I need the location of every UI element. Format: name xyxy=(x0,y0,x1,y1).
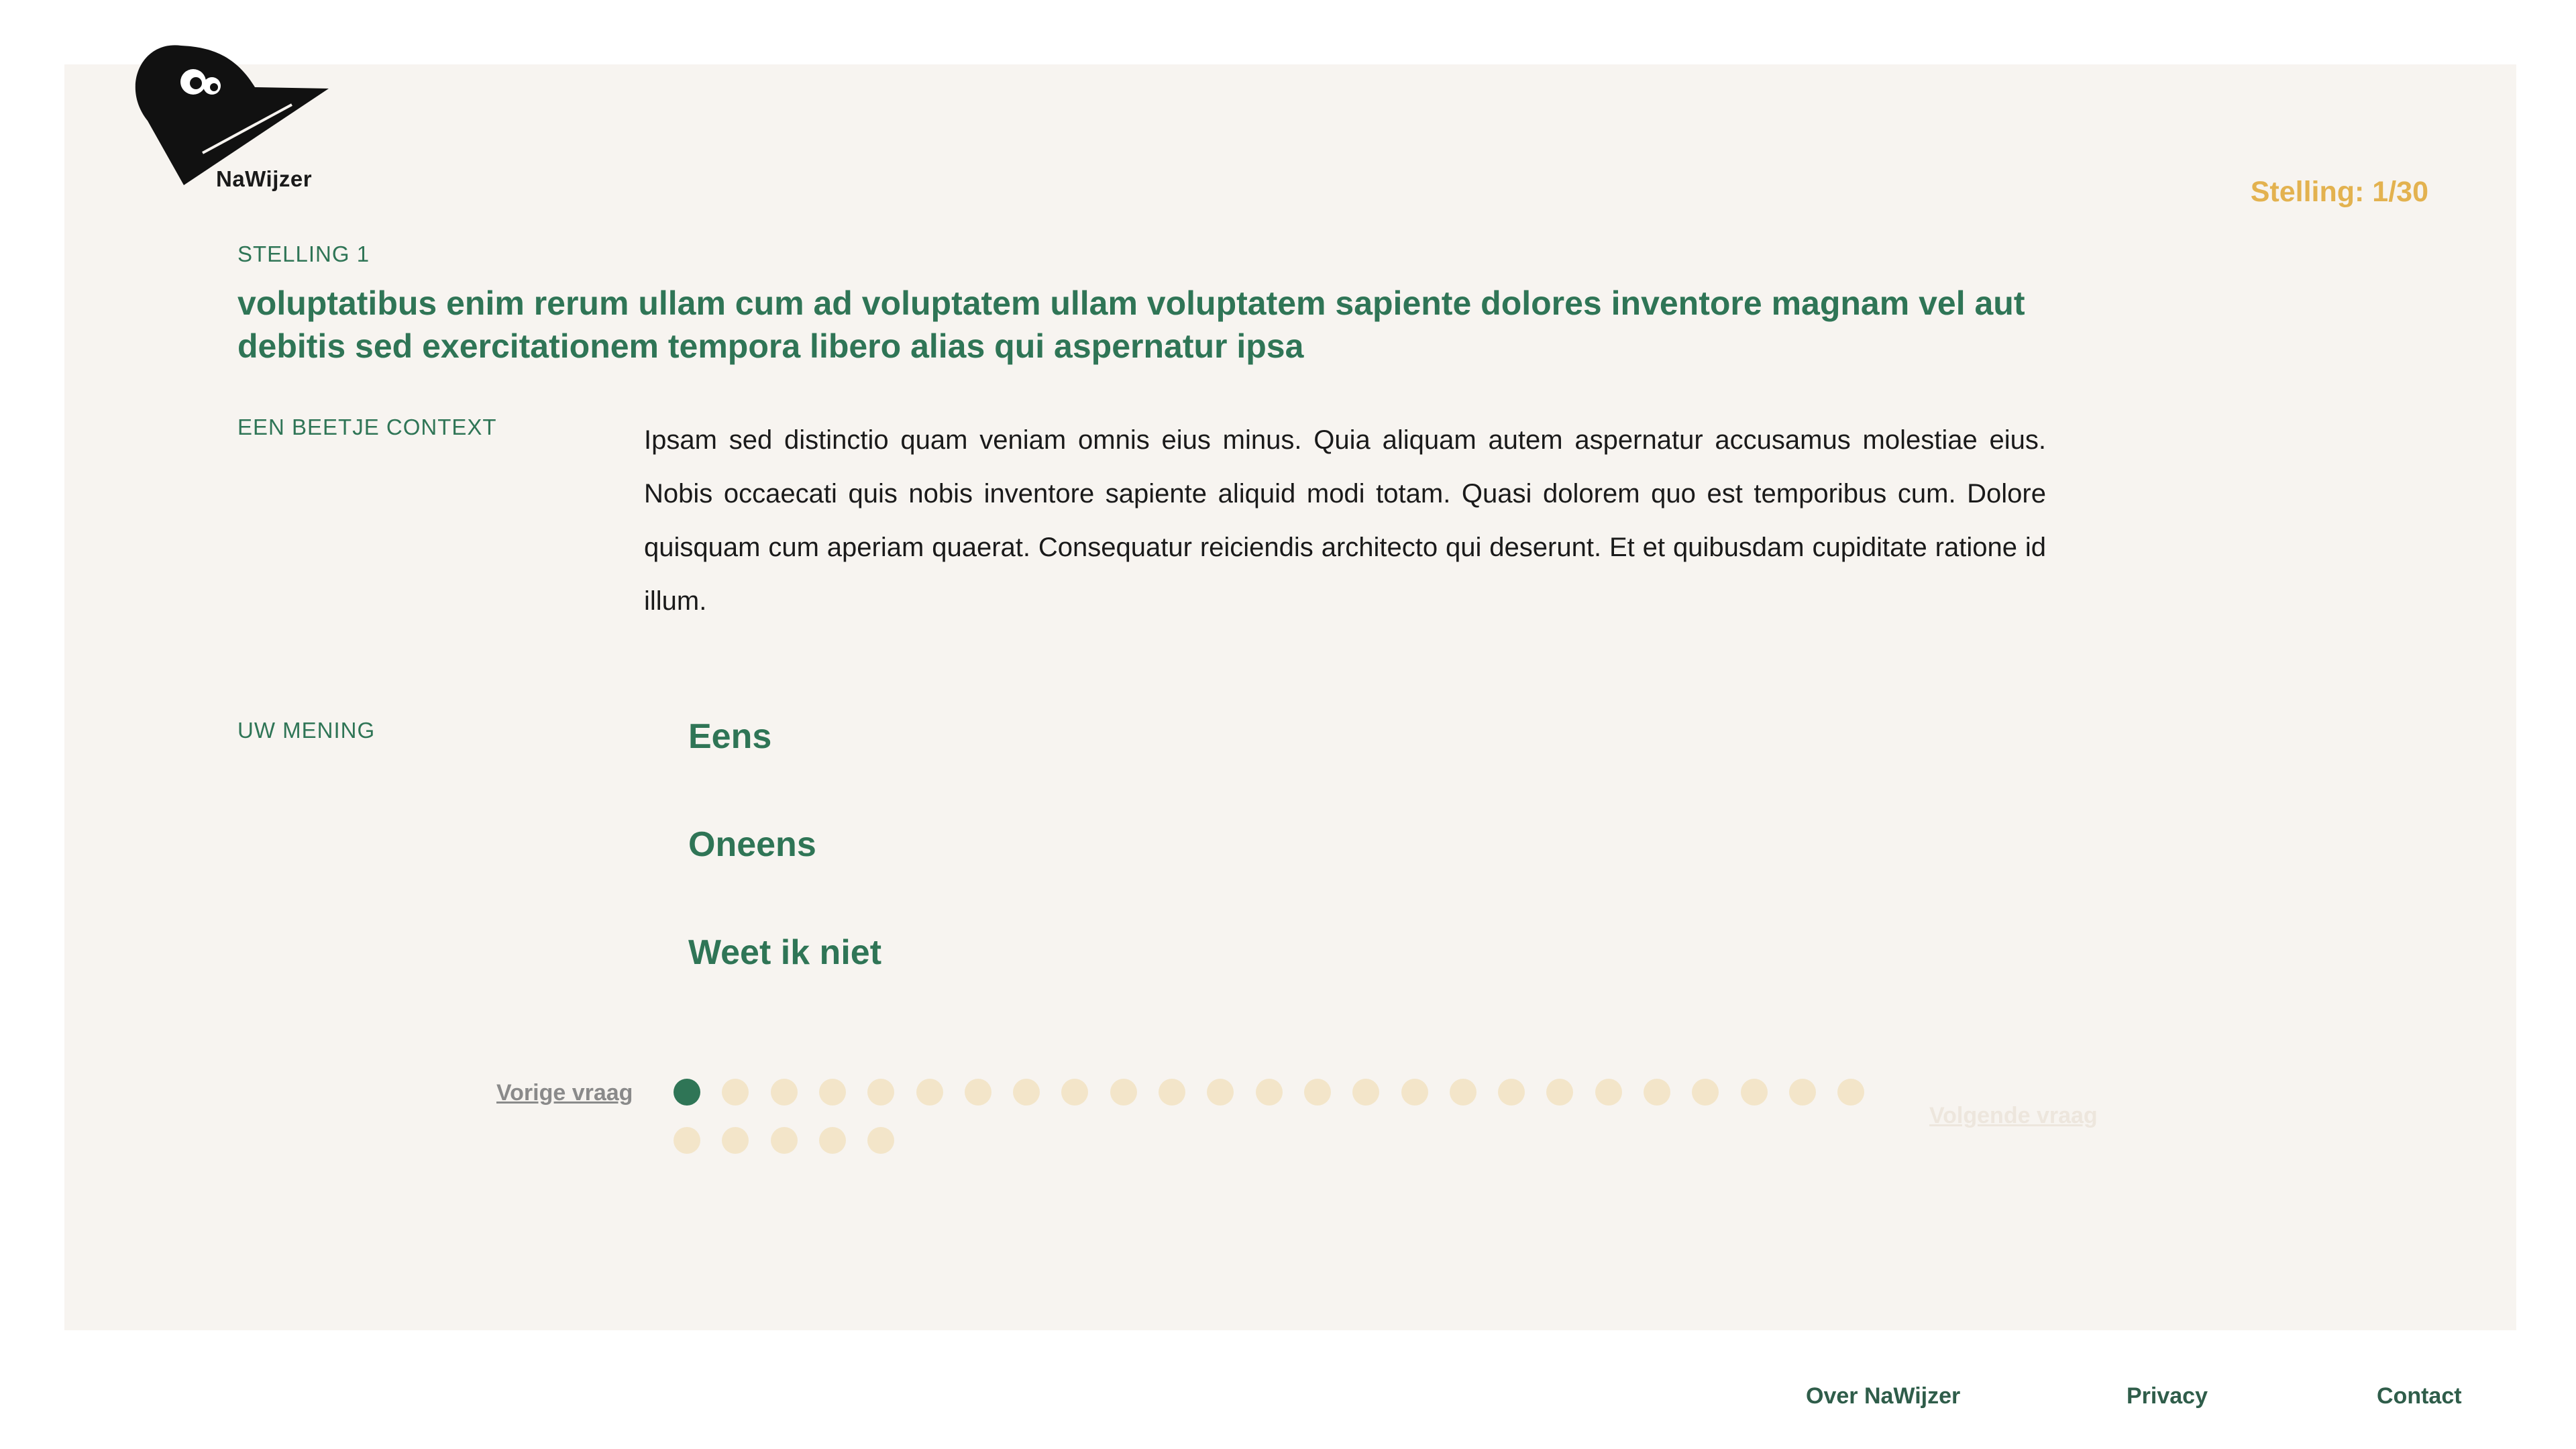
progress-dot-26[interactable] xyxy=(674,1127,700,1154)
progress-dot-18[interactable] xyxy=(1498,1079,1525,1106)
progress-dot-29[interactable] xyxy=(819,1127,846,1154)
statement-counter: Stelling: 1/30 xyxy=(2250,176,2428,208)
progress-dot-6[interactable] xyxy=(916,1079,943,1106)
progress-dot-11[interactable] xyxy=(1159,1079,1185,1106)
progress-dot-16[interactable] xyxy=(1401,1079,1428,1106)
footer-link-about[interactable]: Over NaWijzer xyxy=(1806,1383,1961,1409)
progress-dot-17[interactable] xyxy=(1450,1079,1477,1106)
next-question-link[interactable]: Volgende vraag xyxy=(1929,1103,2098,1128)
progress-dot-5[interactable] xyxy=(867,1079,894,1106)
progress-dot-23[interactable] xyxy=(1741,1079,1768,1106)
progress-dot-10[interactable] xyxy=(1110,1079,1137,1106)
footer-link-privacy[interactable]: Privacy xyxy=(2127,1383,2208,1409)
progress-dot-21[interactable] xyxy=(1644,1079,1670,1106)
progress-dot-24[interactable] xyxy=(1789,1079,1816,1106)
footer-link-contact[interactable]: Contact xyxy=(2377,1383,2462,1409)
main-card xyxy=(64,64,2516,1330)
progress-dot-15[interactable] xyxy=(1352,1079,1379,1106)
previous-question-link[interactable]: Vorige vraag xyxy=(496,1080,633,1106)
answer-disagree-button[interactable]: Oneens xyxy=(688,825,816,864)
statement-text: voluptatibus enim rerum ullam cum ad voluptatem ullam voluptatem sapiente dolores inventore magnam vel aut debitis sed exercitationem tempora libero alias qui aspernatur ipsa xyxy=(237,284,2025,365)
progress-dot-14[interactable] xyxy=(1304,1079,1331,1106)
progress-dot-13[interactable] xyxy=(1256,1079,1283,1106)
answer-dont-know-button[interactable]: Weet ik niet xyxy=(688,933,882,972)
progress-dot-28[interactable] xyxy=(771,1127,798,1154)
context-label: EEN BEETJE CONTEXT xyxy=(237,415,497,439)
progress-dot-3[interactable] xyxy=(771,1079,798,1106)
progress-dot-7[interactable] xyxy=(965,1079,991,1106)
brand-logo[interactable] xyxy=(127,40,335,195)
brand-name: NaWijzer xyxy=(216,166,313,191)
answer-options xyxy=(688,716,881,1040)
progress-dot-30[interactable] xyxy=(867,1127,894,1154)
progress-dot-8[interactable] xyxy=(1013,1079,1040,1106)
statement-kicker: STELLING 1 xyxy=(237,241,370,266)
opinion-label: UW MENING xyxy=(237,718,376,743)
progress-dot-1[interactable] xyxy=(674,1079,700,1106)
progress-dot-4[interactable] xyxy=(819,1079,846,1106)
answer-agree-button[interactable]: Eens xyxy=(688,717,772,756)
progress-dot-25[interactable] xyxy=(1837,1079,1864,1106)
progress-dot-20[interactable] xyxy=(1595,1079,1622,1106)
context-text: Ipsam sed distinctio quam veniam omnis eius minus. Quia aliquam autem aspernatur accusamus molestiae eius. Nobis occaecati quis nobis inventore sapiente aliquid modi totam. Quasi dolorem quo est temporibus cum. Dolore quisquam cum aperiam quaerat. Consequatur reiciendis architecto qui deserunt. Et et quibusdam cupiditate ratione id illum. xyxy=(644,425,2046,616)
